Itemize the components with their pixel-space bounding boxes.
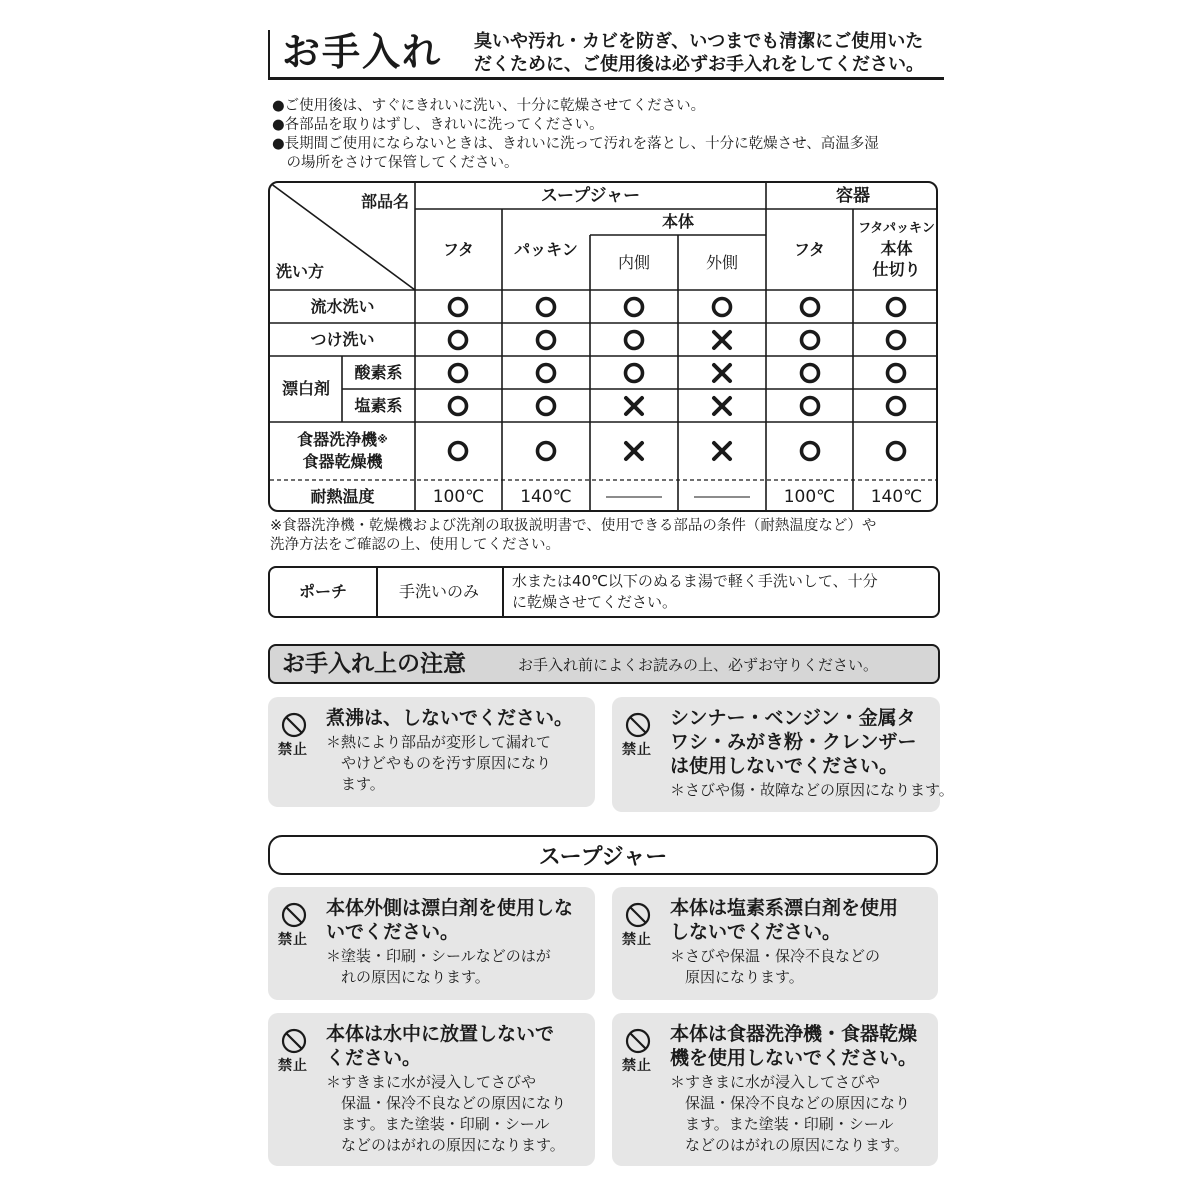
circle-mark-icon [443,436,473,466]
prohibition-note [612,697,954,812]
corner-parts-label: 部品名 [360,192,409,211]
pouch-name: ポーチ [298,582,347,601]
row-label-dishwasher [270,422,415,480]
row-label-chlorine: 塩素系 [354,395,403,415]
note-body-line: 原因になります。 [670,968,804,986]
circle-mark-icon [795,391,825,421]
heat-value: 140℃ [870,487,923,507]
note-body-line: ＊熱により部品が変形して漏れて [326,733,552,751]
note-body-line: ＊すきまに水が浸入してさびや [326,1073,537,1091]
circle-mark-icon [795,292,825,322]
row-label-heat-resistance: 耐熱温度 [310,487,375,506]
circle-mark-icon [795,436,825,466]
circle-mark-icon [881,358,911,388]
column-header-line: 仕切り [872,259,921,279]
title-description-line: だくために、ご使用後は必ずお手入れをしてください。 [474,54,924,75]
caution-subtitle: お手入れ前によくお読みの上、必ずお守りください。 [518,656,879,674]
prohibited-label: 禁止 [278,932,308,948]
note-body [670,780,954,801]
cross-mark-icon [619,436,649,466]
circle-mark-icon [443,325,473,355]
column-header-line: フタパッキン [858,220,935,236]
prohibition-note [268,1013,595,1166]
circle-mark-icon [795,358,825,388]
circle-mark-icon [881,391,911,421]
prohibited-icon [280,711,308,739]
pouch-description-line: に乾燥させてください。 [512,593,678,611]
column-header-container-other [853,209,938,290]
note-body [670,1072,910,1156]
note-body-line: ＊さびや傷・故障などの原因になります。 [670,781,954,799]
prohibited-icon [280,1027,308,1055]
pouch-description-line: 水または40℃以下のぬるま湯で軽く手洗いして、十分 [512,572,878,590]
circle-mark-icon [881,325,911,355]
note-body-line: ＊塗装・印刷・シールなどのはが [326,947,551,965]
cross-mark-icon [707,325,737,355]
footnote-line: ※食器洗浄機・乾燥機および洗剤の取扱説明書で、使用できる部品の条件（耐熱温度など）や [270,518,877,534]
note-heading [326,1022,554,1070]
note-heading-line: いでください。 [326,921,460,943]
note-heading-line: 本体は食器洗浄機・食器乾燥 [670,1023,918,1045]
note-body-line: れの原因になります。 [326,968,490,986]
note-body-line: ます。 [326,775,385,793]
note-heading-line: 本体外側は漂白剤を使用しな [326,897,574,919]
note-heading [326,706,573,730]
note-body-line: 保温・保冷不良などの原因になり [326,1094,567,1112]
note-body-line: などのはがれの原因になります。 [326,1136,565,1154]
circle-mark-icon [707,292,737,322]
note-heading-line: 本体は水中に放置しないで [326,1023,555,1045]
row-label-soaking: つけ洗い [310,329,375,349]
note-body [326,1072,566,1156]
circle-mark-icon [881,436,911,466]
row-label-oxygen: 酸素系 [354,362,403,382]
caution-header [268,644,940,684]
footnote-line: 洗浄方法をご確認の上、使用してください。 [270,537,560,553]
title-description-line: 臭いや汚れ・カビを防ぎ、いつまでも清潔にご使用いた [474,31,924,52]
row-label-line [297,429,388,451]
note-heading [326,896,573,944]
care-bullet: ●各部品を取りはずし、きれいに洗ってください。 [272,117,604,133]
pouch-method: 手洗いのみ [398,582,479,601]
section-header-soup-jar: スープジャー [268,835,938,875]
note-heading-line: は使用しないでください。 [670,755,899,777]
title-accent-bar [268,30,270,78]
circle-mark-icon [443,358,473,388]
pouch-divider [502,568,504,616]
prohibited-icon [624,1027,652,1055]
prohibition-note [612,1013,938,1166]
row-label-suffix: ※ [377,433,388,446]
note-heading [670,1022,917,1070]
note-heading-line: 機を使用しないでください。 [670,1047,918,1069]
heat-value-na [678,480,766,512]
corner-method-label: 洗い方 [276,262,325,281]
column-header-outer: 外側 [705,252,738,272]
note-heading [670,706,917,778]
care-bullet: ●長期間ご使用にならないときは、きれいに洗って汚れを落とし、十分に乾燥させ、高温多湿 [272,136,879,152]
prohibition-note [268,887,595,1000]
note-body-line: 保温・保冷不良などの原因になり [670,1094,911,1112]
note-heading [670,896,898,944]
note-heading-line: しないでください。 [670,921,842,943]
column-header-packing: パッキン [514,239,578,259]
note-heading-line: ください。 [326,1047,422,1069]
note-heading-line: シンナー・ベンジン・金属タ [670,707,916,729]
note-body [670,946,880,988]
column-header-line: 本体 [880,238,913,258]
row-group-bleach: 漂白剤 [281,379,330,398]
washing-method-table [268,181,938,512]
column-header-inner: 内側 [617,252,650,272]
note-heading-line: 煮沸は、しないでください。 [326,707,574,729]
circle-mark-icon [619,292,649,322]
care-bullet-list [272,97,942,173]
note-body [326,946,551,988]
note-body-line: ＊さびや保温・保冷不良などの [670,947,881,965]
column-header-container-lid: フタ [794,239,825,259]
circle-mark-icon [531,358,561,388]
note-body-line: やけどやものを汚す原因になり [326,754,552,772]
circle-mark-icon [619,325,649,355]
heat-value: 140℃ [520,487,572,507]
table-footnote [270,517,940,555]
cross-mark-icon [707,358,737,388]
prohibited-label: 禁止 [622,932,652,948]
pouch-description [512,571,937,613]
circle-mark-icon [881,292,911,322]
prohibited-icon [280,901,308,929]
caution-title: お手入れ上の注意 [282,651,466,677]
cross-mark-icon [707,436,737,466]
care-bullet: の場所をさけて保管してください。 [272,155,519,171]
circle-mark-icon [443,391,473,421]
prohibited-label: 禁止 [622,1058,652,1074]
prohibited-icon [624,711,652,739]
heat-value: 100℃ [432,487,485,507]
prohibited-label: 禁止 [278,742,308,758]
note-body [326,732,551,795]
column-header-lid: フタ [443,239,474,259]
circle-mark-icon [531,436,561,466]
care-bullet: ●ご使用後は、すぐにきれいに洗い、十分に乾燥させてください。 [272,98,706,114]
note-body-line: などのはがれの原因になります。 [670,1136,909,1154]
prohibition-note [612,887,938,1000]
heat-value: 100℃ [783,487,836,507]
heat-value-na [590,480,678,512]
circle-mark-icon [531,325,561,355]
note-body-line: ＊すきまに水が浸入してさびや [670,1073,881,1091]
note-heading-line: 本体は塩素系漂白剤を使用 [670,897,899,919]
note-body-line: ます。また塗装・印刷・シール [670,1115,894,1133]
cross-mark-icon [619,391,649,421]
group-header-container: 容器 [836,186,870,206]
circle-mark-icon [795,325,825,355]
note-body-line: ます。また塗装・印刷・シール [326,1115,550,1133]
note-heading-line: ワシ・みがき粉・クレンザー [670,731,917,753]
row-label-line: 食器乾燥機 [302,452,383,471]
page-title: お手入れ [282,30,443,74]
circle-mark-icon [531,292,561,322]
circle-mark-icon [619,358,649,388]
prohibition-note [268,697,595,807]
prohibited-icon [624,901,652,929]
subgroup-header-body: 本体 [661,212,694,231]
row-label-text: 食器洗浄機 [297,430,378,449]
group-header-soup-jar: スープジャー [540,186,641,206]
pouch-care-row [268,566,940,618]
prohibited-label: 禁止 [278,1058,308,1074]
title-description [474,30,944,76]
prohibited-label: 禁止 [622,742,652,758]
circle-mark-icon [443,292,473,322]
row-label-running-water: 流水洗い [310,296,375,316]
circle-mark-icon [531,391,561,421]
title-underline [268,77,944,80]
cross-mark-icon [707,391,737,421]
